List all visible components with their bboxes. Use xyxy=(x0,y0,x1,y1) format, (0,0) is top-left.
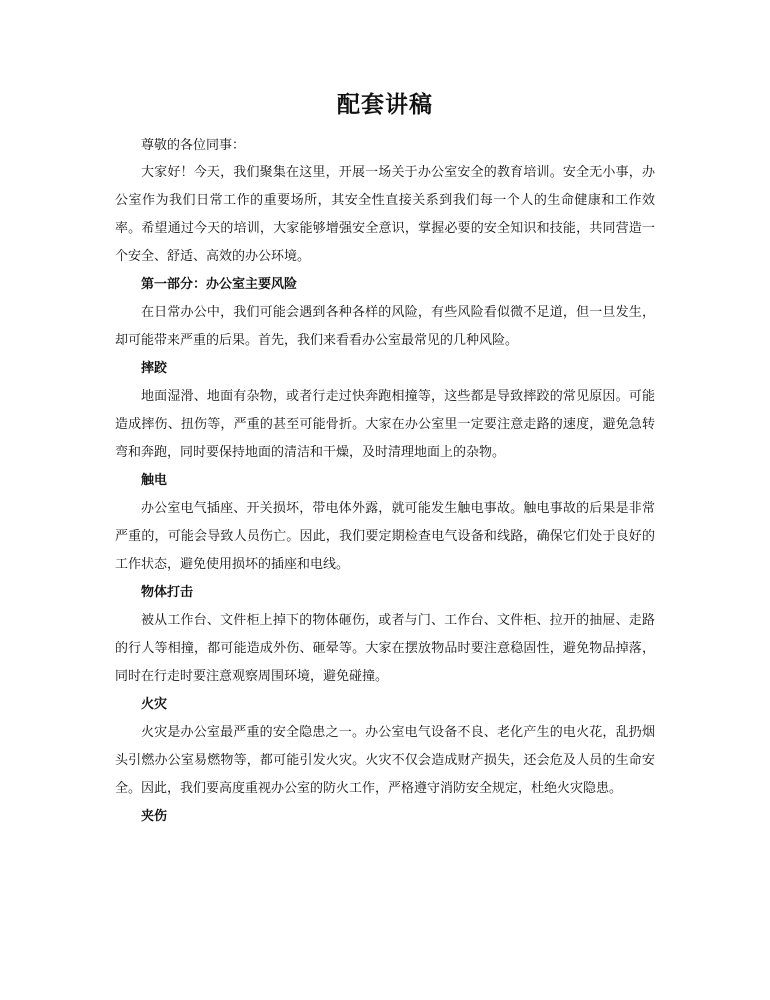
section-heading-electric-shock: 触电 xyxy=(141,473,168,488)
section-body-falls: 地面湿滑、地面有杂物，或者行走过快奔跑相撞等，这些都是导致摔跤的常见原因。可能造成摔伤、扭伤等，严重的甚至可能骨折。大家在办公室里一定要注意走路的速度，避免急转弯和奔跑，同时要保持地面的清洁和干燥，及时清理地面上的杂物。 xyxy=(115,389,655,460)
intro-paragraph: 大家好！今天，我们聚集在这里，开展一场关于办公室安全的教育培训。安全无小事，办公室作为我们日常工作的重要场所，其安全性直接关系到我们每一个人的生命健康和工作效率。希望通过今天的培训，大家能够增强安全意识，掌握必要的安全知识和技能，共同营造一个安全、舒适、高效的办公环境。 xyxy=(115,165,655,264)
part1-heading: 第一部分：办公室主要风险 xyxy=(141,277,298,292)
section-heading-pinch-injury: 夹伤 xyxy=(141,809,168,824)
greeting: 尊敬的各位同事： xyxy=(141,138,246,153)
document-page xyxy=(115,88,655,831)
section-heading-object-strike: 物体打击 xyxy=(141,585,194,600)
section-heading-falls: 摔跤 xyxy=(141,361,168,376)
section-body-fire: 火灾是办公室最严重的安全隐患之一。办公室电气设备不良、老化产生的电火花，乱扔烟头引燃办公室易燃物等，都可能引发火灾。火灾不仅会造成财产损失，还会危及人员的生命安全。因此，我们要高度重视办公室的防火工作，严格遵守消防安全规定，杜绝火灾隐患。 xyxy=(115,725,655,796)
document-title: 配套讲稿 xyxy=(337,91,433,118)
section-body-electric-shock: 办公室电气插座、开关损坏，带电体外露，就可能发生触电事故。触电事故的后果是非常严重的，可能会导致人员伤亡。因此，我们要定期检查电气设备和线路，确保它们处于良好的工作状态，避免使用损坏的插座和电线。 xyxy=(115,501,655,572)
section-body-object-strike: 被从工作台、文件柜上掉下的物体砸伤，或者与门、工作台、文件柜、拉开的抽屉、走路的行人等相撞，都可能造成外伤、砸晕等。大家在摆放物品时要注意稳固性，避免物品掉落，同时在行走时要注意观察周围环境，避免碰撞。 xyxy=(115,613,655,684)
section-heading-fire: 火灾 xyxy=(141,697,168,712)
part1-intro-paragraph: 在日常办公中，我们可能会遇到各种各样的风险，有些风险看似微不足道，但一旦发生，却可能带来严重的后果。首先，我们来看看办公室最常见的几种风险。 xyxy=(115,305,655,348)
